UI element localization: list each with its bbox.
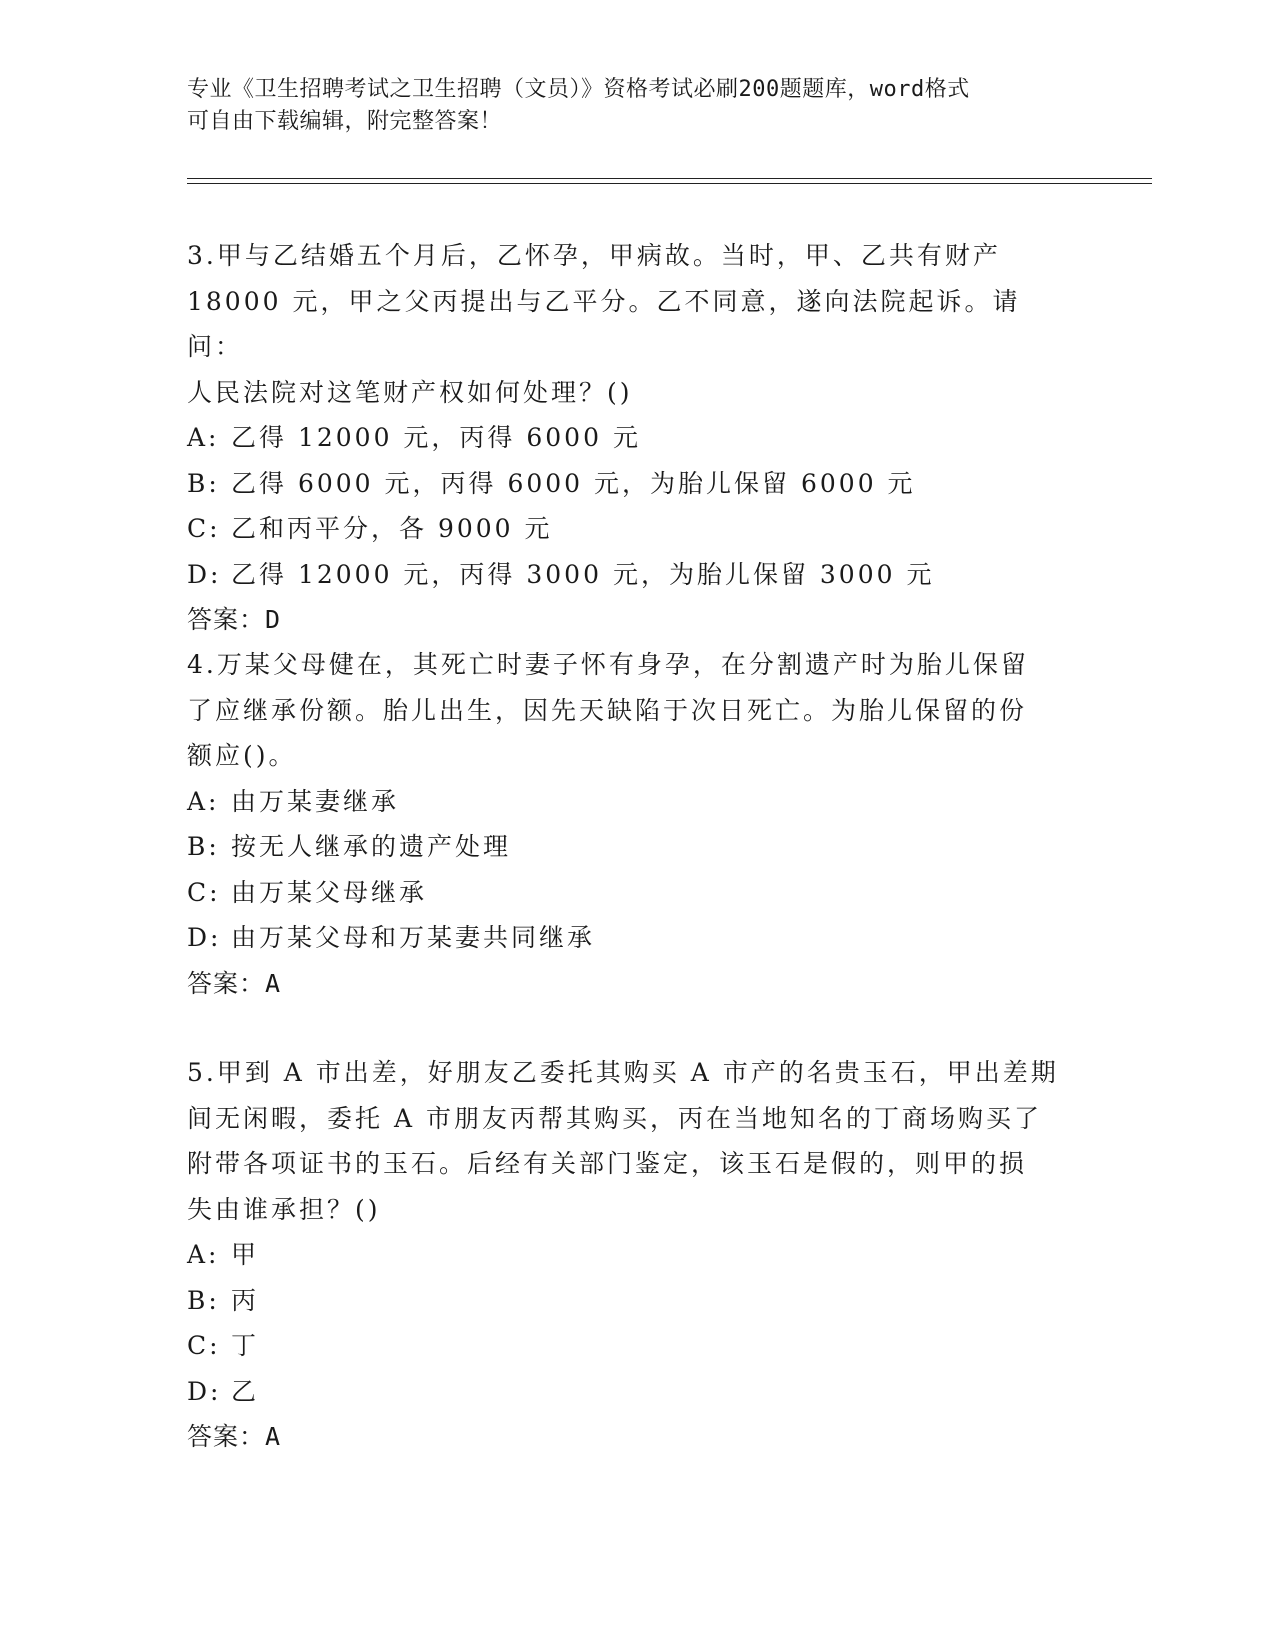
option-b xyxy=(187,461,1067,507)
answer-line: 答案：D xyxy=(187,605,282,634)
option-letter: C: xyxy=(187,514,221,543)
option-a xyxy=(187,1232,1067,1278)
option-c xyxy=(187,506,1067,552)
option-letter: B: xyxy=(187,468,220,498)
option-d xyxy=(187,552,1067,598)
question-line: 5.甲到 A 市出差，好朋友乙委托其购买 A 市产的名贵玉石，甲出差期 xyxy=(187,1058,1059,1087)
answer-line: 答案：A xyxy=(187,968,282,998)
question-line: 间无闲暇，委托 A 市朋友丙帮其购买，丙在当地知名的丁商场购买了 xyxy=(187,1103,1042,1133)
option-text: 由万某妻继承 xyxy=(231,786,400,816)
option-b xyxy=(187,1278,1067,1324)
option-d xyxy=(187,1369,1067,1415)
question-stem xyxy=(187,642,1067,779)
option-a xyxy=(187,779,1067,825)
option-letter: A: xyxy=(187,1240,220,1269)
option-text: 乙得 12000 元，丙得 3000 元，为胎儿保留 3000 元 xyxy=(231,559,935,589)
option-c xyxy=(187,870,1067,916)
option-letter: D: xyxy=(187,923,222,952)
header-divider xyxy=(187,178,1152,179)
option-letter: D: xyxy=(187,559,222,589)
option-text: 由万某父母继承 xyxy=(231,877,428,907)
option-letter: A: xyxy=(187,786,220,816)
question-line: 额应()。 xyxy=(187,741,297,770)
option-d xyxy=(187,915,1067,961)
option-text: 乙得 12000 元，丙得 6000 元 xyxy=(231,423,641,452)
question-line: 4.万某父母健在，其死亡时妻子怀有身孕，在分割遗产时为胎儿保留 xyxy=(187,650,1029,679)
question-block xyxy=(187,1050,1067,1460)
option-c xyxy=(187,1323,1067,1369)
question-block xyxy=(187,233,1067,643)
option-text: 乙 xyxy=(231,1376,260,1406)
question-line: 人民法院对这笔财产权如何处理？() xyxy=(187,377,633,407)
option-letter: C: xyxy=(187,877,221,907)
option-text: 乙和丙平分，各 9000 元 xyxy=(231,514,553,543)
option-text: 丁 xyxy=(231,1331,260,1360)
document-header xyxy=(187,74,1067,138)
question-line: 了应继承份额。胎儿出生，因先天缺陷于次日死亡。为胎儿保留的份 xyxy=(187,695,1028,725)
question-stem xyxy=(187,233,1067,415)
option-text: 丙 xyxy=(231,1285,260,1315)
question-block xyxy=(187,642,1067,1006)
header-line: 专业《卫生招聘考试之卫生招聘（文员）》资格考试必刷200题题库，word格式 xyxy=(187,77,970,102)
option-letter: A: xyxy=(187,423,220,452)
question-stem xyxy=(187,1050,1067,1232)
question-line: 失由谁承担？() xyxy=(187,1194,381,1224)
option-text: 乙得 6000 元，丙得 6000 元，为胎儿保留 6000 元 xyxy=(231,468,916,498)
option-text: 按无人继承的遗产处理 xyxy=(231,832,512,861)
option-a xyxy=(187,415,1067,461)
option-text: 甲 xyxy=(231,1240,260,1269)
option-letter: C: xyxy=(187,1331,221,1360)
question-line: 附带各项证书的玉石。后经有关部门鉴定，该玉石是假的，则甲的损 xyxy=(187,1149,1028,1178)
option-b xyxy=(187,824,1067,870)
header-divider xyxy=(187,183,1152,184)
question-line: 3.甲与乙结婚五个月后，乙怀孕，甲病故。当时，甲、乙共有财产 xyxy=(187,241,1001,270)
option-text: 由万某父母和万某妻共同继承 xyxy=(231,923,596,952)
option-letter: D: xyxy=(187,1376,222,1406)
answer-line: 答案：A xyxy=(187,1422,282,1451)
question-line: 18000 元，甲之父丙提出与乙平分。乙不同意，遂向法院起诉。请问： xyxy=(187,286,1021,361)
option-letter: B: xyxy=(187,1285,220,1315)
header-line: 可自由下载编辑，附完整答案！ xyxy=(187,109,503,134)
option-letter: B: xyxy=(187,832,220,861)
